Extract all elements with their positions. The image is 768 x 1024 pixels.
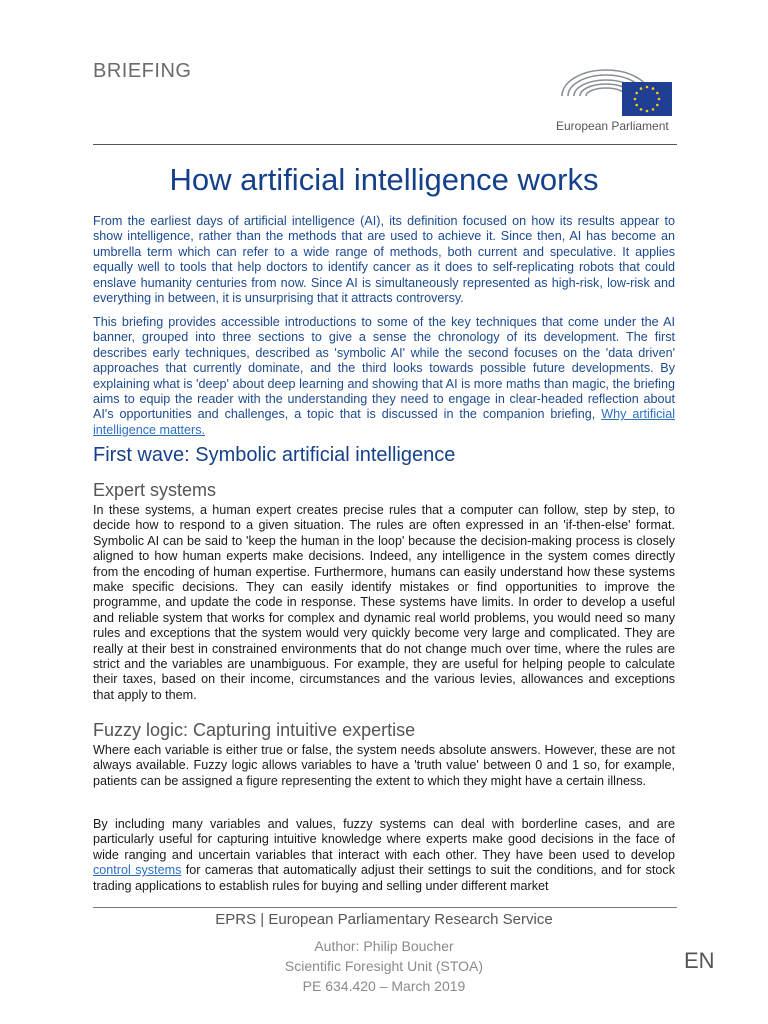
logo-caption: European Parliament [556,119,669,133]
fuzzy-logic-paragraph-2 [93,817,675,894]
footer-organisation: EPRS | European Parliamentary Research Service [215,911,553,928]
footer-author: Author: Philip Boucher [314,938,454,954]
footer-unit: Scientific Foresight Unit (STOA) [284,958,484,974]
expert-systems-paragraph: In these systems, a human expert creates precise rules that a computer can follow, step by step, to decide how to respond to a given situation. The rules are often expressed in an 'if-then-else' format. Symbolic AI can be said to 'keep the human in the loop' because the decision-making process is closely aligned to how human experts make decisions. Indeed, any intelligence in the system comes directly from the encoding of human expertise. Furthermore, humans can easily understand how these systems make specific decisions. They can easily identify mistakes or find opportunities to improve the programme, and update the code in response. These systems have limits. In order to develop a useful and reliable system that works for complex and dynamic real world problems, you would need so many rules and exceptions that the system would very quickly become very large and complicated. They are really at their best in constrained environments that do not change much over time, where the rules are strict and the variables are unambiguous. For example, they are useful for helping people to calculate their taxes, based on their income, circumstances and the various levies, allowances and exceptions that apply to them. [93,503,675,702]
fuzzy-p2-text-after: for cameras that automatically adjust their settings to suit the conditions, and for stock trading applications to establish rules for buying and selling under different market [93,863,675,893]
subsection-heading-expert-systems: Expert systems [93,480,217,500]
parliament-hemicycle-icon [556,56,676,118]
intro-paragraph-2-text: This briefing provides accessible introductions to some of the key techniques that come under the AI banner, grouped into three sections to give a sense the chronology of its development. The first describes early techniques, described as 'symbolic AI' while the second focuses on the 'data driven' approaches that currently dominate, and the third looks towards possible future developments. By explaining what is 'deep' about deep learning and showing that AI is more maths than magic, the briefing aims to equip the reader with the understanding they need to engage in clear-headed reflection about AI's opportunities and challenges, a topic that is discussed in the companion briefing, [93,315,675,422]
fuzzy-p2-text-before: By including many variables and values, fuzzy systems can deal with borderline cases, and are particularly useful for capturing intuitive knowledge where experts make good decisions in the face of wide ranging and uncertain variables that interact with each other. They have been used to develop [93,817,675,862]
intro-paragraph-2 [93,315,675,438]
briefing-label: BRIEFING [93,60,192,82]
control-systems-link[interactable]: control systems [93,863,182,878]
language-code: EN [684,948,715,973]
footer-divider [93,907,677,908]
intro-paragraph: From the earliest days of artificial intelligence (AI), its definition focused on how its results appear to show intelligence, rather than the methods that are used to achieve it. Since then, AI has become an umbrella term which can refer to a wide range of methods, both current and speculative. It applies equally well to tools that help doctors to identify cancer as it does to self-replicating robots that could enslave humanity centuries from now. Since AI is simultaneously represented as high-risk, low-risk and everything in between, it is unsurprising that it attracts controversy. [93,214,675,306]
fuzzy-logic-paragraph-1: Where each variable is either true or false, the system needs absolute answers. However, these are not always available. Fuzzy logic allows variables to have a 'truth value' between 0 and 1 so, for example, patients can be assigned a figure representing the extent to which they might have a certain illness. [93,743,675,788]
page-title: How artificial intelligence works [169,162,599,197]
subsection-heading-fuzzy-logic: Fuzzy logic: Capturing intuitive expertise [93,720,416,740]
header-divider [93,144,677,145]
footer-reference: PE 634.420 – March 2019 [302,978,466,994]
section-heading: First wave: Symbolic artificial intelligence [93,444,456,466]
why-ai-matters-link[interactable]: Why artificial intelligence matters. [93,407,676,437]
